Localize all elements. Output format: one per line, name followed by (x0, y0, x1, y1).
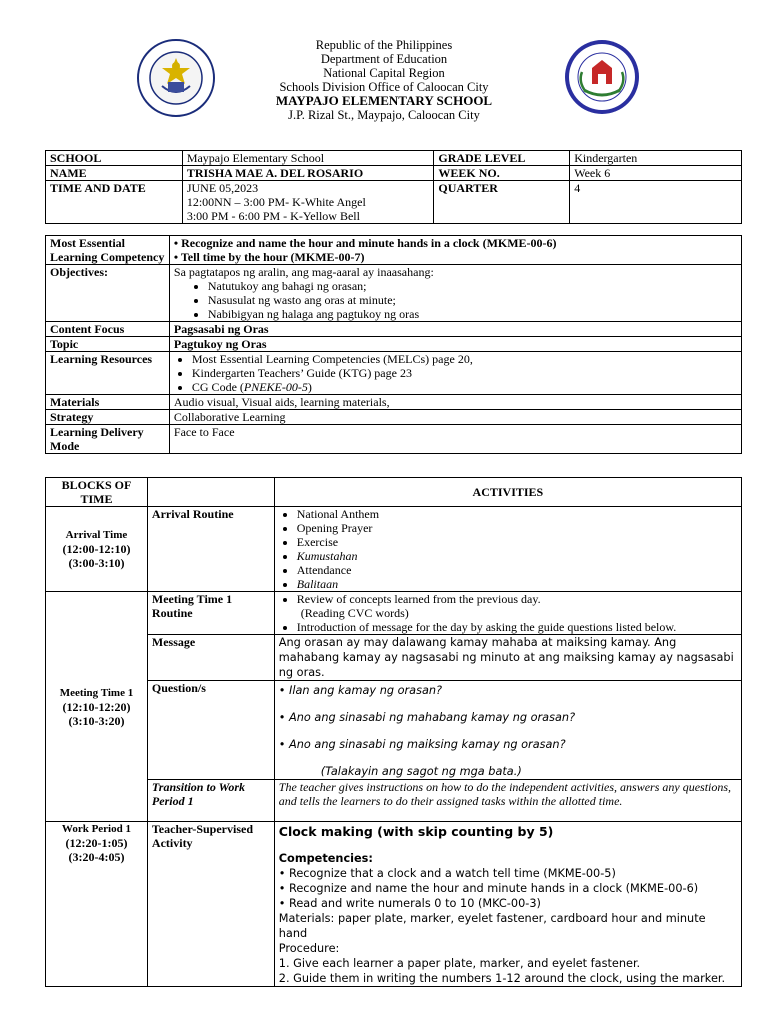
school-address: J.P. Rizal St., Maypajo, Caloocan City (288, 108, 480, 122)
table-row (46, 352, 742, 395)
question-item: • Ano ang sinasabi ng mahabang kamay ng orasan? (278, 711, 576, 724)
meeting-routine-label: Meeting Time 1 Routine (147, 592, 274, 635)
questions-label: Question/s (147, 681, 274, 780)
transition-text: The teacher gives instructions on how to do the independent activities, answers any questions, and tells the learners to do their assigned tasks within the allotted time. (274, 780, 741, 822)
grade-label: GRADE LEVEL (434, 151, 570, 166)
topic-value: Pagtukoy ng Oras (169, 337, 741, 352)
table-row (46, 337, 742, 352)
resources-label: Learning Resources (46, 352, 170, 395)
arrival-time-cell (46, 507, 148, 592)
resources-value (169, 352, 741, 395)
quarter-value: 4 (570, 181, 742, 224)
list-item: • Opening Prayer (297, 521, 737, 535)
cg-code: PNEKE-00-5 (243, 380, 308, 394)
work-activity-cell (274, 822, 741, 987)
table-row (46, 236, 742, 265)
question-item: • Ilan ang kamay ng orasan? (278, 684, 443, 697)
time-date: JUNE 05,2023 (186, 181, 259, 195)
arrival-list (279, 507, 737, 591)
question-text: Ilan ang kamay ng orasan? (289, 684, 443, 697)
time-value (182, 181, 434, 224)
meeting-time-cell (46, 592, 148, 822)
question-text: Ano ang sinasabi ng maiksing kamay ng orasan? (289, 738, 566, 751)
work-line: • Read and write numerals 0 to 10 (MKC-00-3) (278, 897, 541, 910)
objectives-label: Objectives: (46, 265, 170, 322)
materials-label: Materials (46, 395, 170, 410)
delivery-label: Learning Delivery Mode (46, 425, 170, 454)
list-item: • Exercise (297, 535, 737, 549)
week-label: WEEK NO. (434, 166, 570, 181)
grade-value: Kindergarten (570, 151, 742, 166)
delivery-value: Face to Face (169, 425, 741, 454)
time-slot: 3:00 PM - 6:00 PM - K-Yellow Bell (186, 209, 360, 223)
arrival-time-slot: (3:00-3:10) (68, 556, 125, 570)
work-line: Procedure: (278, 942, 340, 955)
school-value: Maypajo Elementary School (182, 151, 434, 166)
strategy-value: Collaborative Learning (169, 410, 741, 425)
school-label: SCHOOL (46, 151, 183, 166)
topic-label: Topic (46, 337, 170, 352)
table-row (46, 592, 742, 635)
meeting-list (279, 592, 737, 634)
meeting-time-slot: (3:10-3:20) (68, 713, 125, 728)
blank-header (147, 478, 274, 507)
work-time-label: Work Period 1 (61, 823, 131, 835)
list-item: • Kumustahan (297, 549, 737, 563)
work-time-slot: (12:20-1:05) (65, 836, 128, 850)
activities-header: ACTIVITIES (274, 478, 741, 507)
questions-note: (Talakayin ang sagot ng mga bata.) (320, 765, 522, 778)
name-label: NAME (46, 166, 183, 181)
table-row (46, 822, 742, 987)
list-item: • Most Essential Learning Competencies (MELCs) page 20, (192, 352, 737, 366)
header-line: National Capital Region (323, 66, 445, 80)
question-item: • Ano ang sinasabi ng maiksing kamay ng orasan? (278, 738, 566, 751)
meeting-time-slot: (12:10-12:20) (62, 699, 131, 714)
question-text: Ano ang sinasabi ng mahabang kamay ng orasan? (289, 711, 576, 724)
list-item (297, 592, 737, 620)
table-row (46, 780, 742, 822)
message-label: Message (147, 635, 274, 681)
questions-cell (274, 681, 741, 780)
resources-list (174, 352, 737, 394)
strategy-label: Strategy (46, 410, 170, 425)
list-item: • Kindergarten Teachers’ Guide (KTG) page 23 (192, 366, 737, 380)
table-row (46, 425, 742, 454)
header-line: Republic of the Philippines (315, 38, 453, 52)
school-name: MAYPAJO ELEMENTARY SCHOOL (275, 93, 493, 108)
work-line: 2. Guide them in writing the numbers 1-12 around the clock, using the marker. (278, 972, 726, 985)
arrival-time-slot: (12:00-12:10) (62, 542, 131, 556)
table-row (46, 507, 742, 592)
objectives-list (174, 279, 737, 321)
plan-table (45, 235, 742, 454)
list-item: • National Anthem (297, 507, 737, 521)
meeting-item-note: (Reading CVC words) (300, 606, 409, 620)
list-item: • Nasusulat ng wasto ang oras at minute; (208, 293, 737, 307)
quarter-label: QUARTER (434, 181, 570, 224)
cg-code-prefix: CG Code ( (191, 380, 244, 394)
table-row (46, 265, 742, 322)
cg-code-close: ) (307, 380, 312, 394)
transition-label: Transition to Work Period 1 (147, 780, 274, 822)
list-item: • Attendance (297, 563, 737, 577)
table-row (46, 635, 742, 681)
work-line: Materials: paper plate, marker, eyelet fastener, cardboard hour and minute hand (278, 912, 706, 940)
time-slot: 12:00NN – 3:00 PM- K-White Angel (186, 195, 366, 209)
arrival-routine-items (274, 507, 741, 592)
activities-table (45, 477, 742, 987)
work-line: • Recognize that a clock and a watch tell time (MKME-00-5) (278, 867, 616, 880)
materials-value: Audio visual, Visual aids, learning materials, (169, 395, 741, 410)
meeting-item-review: Review of concepts learned from the previous day. (296, 592, 541, 606)
list-item: • Introduction of message for the day by asking the guide questions listed below. (297, 620, 737, 634)
work-line: 1. Give each learner a paper plate, marker, and eyelet fastener. (278, 957, 641, 970)
mec-item: • Tell time by the hour (MKME-00-7) (173, 250, 365, 264)
content-focus-value: Pagsasabi ng Oras (169, 322, 741, 337)
table-row (46, 681, 742, 780)
time-label: TIME AND DATE (46, 181, 183, 224)
table-row (46, 410, 742, 425)
list-item: • Nabibigyan ng halaga ang pagtukoy ng oras (208, 307, 737, 321)
list-item: • Natutukoy ang bahagi ng orasan; (208, 279, 737, 293)
work-activity-label: Teacher-Supervised Activity (147, 822, 274, 987)
table-row (46, 181, 742, 224)
name-value: TRISHA MAE A. DEL ROSARIO (182, 166, 434, 181)
meeting-time-label: Meeting Time 1 (59, 686, 134, 699)
document-header (0, 38, 768, 122)
competencies-label: Competencies: (278, 852, 373, 865)
work-title: Clock making (with skip counting by 5) (278, 824, 554, 839)
arrival-routine-label: Arrival Routine (147, 507, 274, 592)
list-item: • Balitaan (297, 577, 737, 591)
mec-label: Most Essential Learning Competency (46, 236, 170, 265)
table-row (46, 322, 742, 337)
week-value: Week 6 (570, 166, 742, 181)
list-item (192, 380, 737, 394)
meeting-routine-items (274, 592, 741, 635)
work-line: • Recognize and name the hour and minute hands in a clock (MKME-00-6) (278, 882, 699, 895)
header-line: Department of Education (320, 52, 448, 66)
blocks-header: BLOCKS OF TIME (46, 478, 148, 507)
mec-item: • Recognize and name the hour and minute hands in a clock (MKME-00-6) (173, 236, 557, 250)
table-row (46, 395, 742, 410)
objectives-intro: Sa pagtatapos ng aralin, ang mag-aaral ay inaasahang: (173, 265, 434, 279)
mec-value (169, 236, 741, 265)
arrival-time-label: Arrival Time (65, 529, 128, 541)
table-row (46, 166, 742, 181)
table-row (46, 478, 742, 507)
work-time-slot: (3:20-4:05) (68, 850, 125, 864)
message-text: Ang orasan ay may dalawang kamay mahaba at maiksing kamay. Ang mahabang kamay ay nagsasabi ng minuto at ang maiksing kamay ay nagsasabi ng oras. (274, 635, 741, 681)
content-focus-label: Content Focus (46, 322, 170, 337)
header-line: Schools Division Office of Caloocan City (279, 80, 489, 94)
work-time-cell (46, 822, 148, 987)
table-row (46, 151, 742, 166)
objectives-value (169, 265, 741, 322)
info-table (45, 150, 742, 224)
